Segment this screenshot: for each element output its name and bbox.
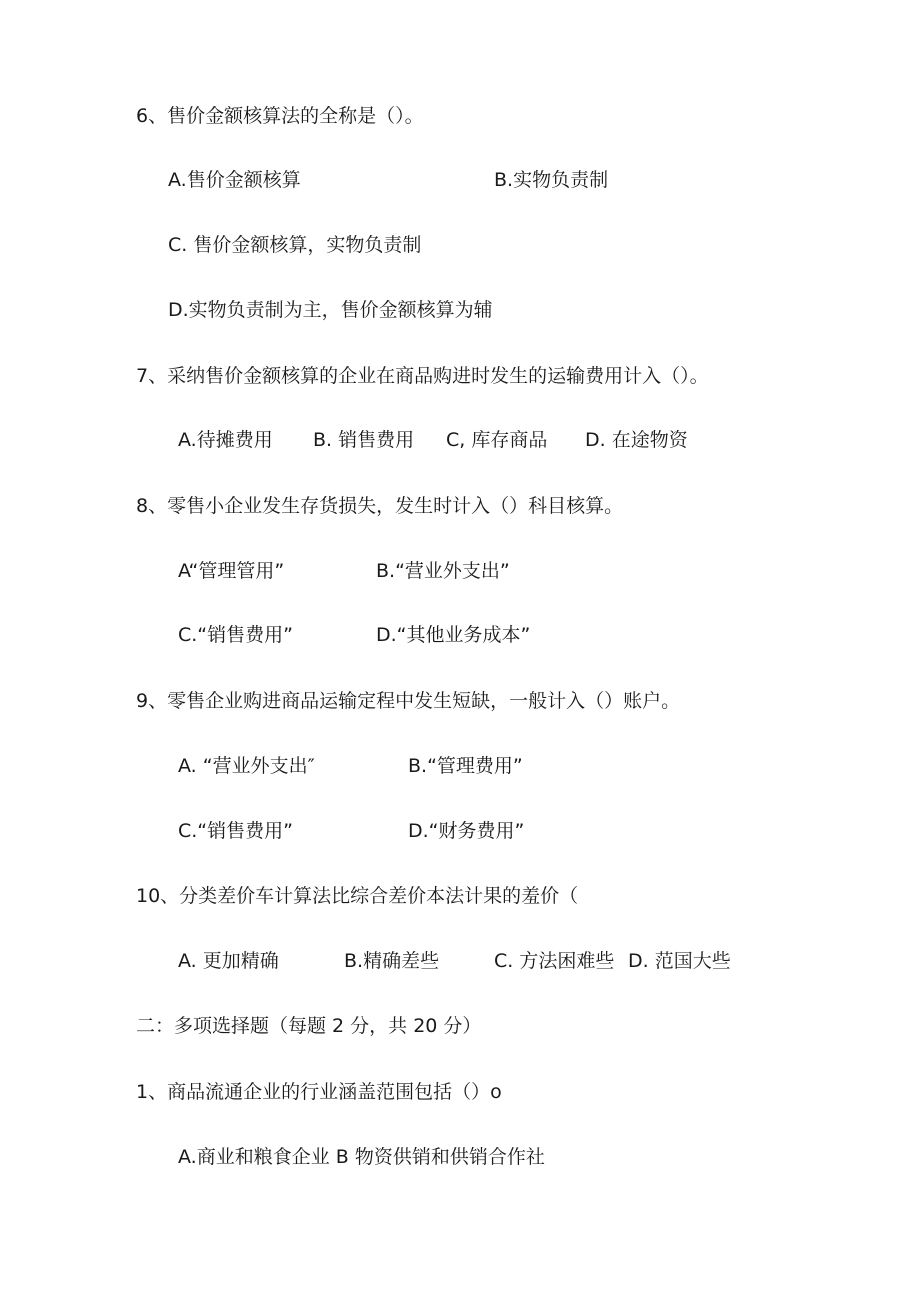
section-2-question-1-text: 1、商品流通企业的行业涵盖范围包括（）o	[136, 1081, 502, 1103]
section-2-heading: 二：多项选择题（每题 2 分，共 20 分）	[136, 1015, 482, 1037]
question-10-option-a: A. 更加精确	[178, 950, 279, 972]
section-2-question-1-options: A.商业和粮食企业 B 物资供销和供销合作社	[178, 1146, 545, 1168]
question-7-option-b: B. 销售费用	[313, 429, 415, 451]
question-10-option-c: C. 方法困难些	[494, 950, 615, 972]
question-8-text: 8、零售小企业发生存货损失，发生时计入（）科目核算。	[136, 495, 624, 517]
question-6-option-a: A.售价金额核算	[168, 169, 301, 191]
question-9-option-c: C.“销售费用”	[178, 820, 293, 842]
question-6-option-b: B.实物负责制	[494, 169, 609, 191]
question-6-option-c: C. 售价金额核算，实物负责制	[168, 234, 422, 256]
question-8-option-d: D.“其他业务成本”	[376, 624, 531, 646]
question-9-option-d: D.“财务费用”	[408, 820, 525, 842]
question-8-option-c: C.“销售费用”	[178, 624, 293, 646]
question-10-option-d: D. 范国大些	[628, 950, 731, 972]
question-7-text: 7、采纳售价金额核算的企业在商品购进时发生的运输费用计入（）。	[136, 365, 709, 387]
question-10-text: 10、分类差价车计算法比综合差价本法计果的羞价（	[136, 885, 579, 907]
question-8-option-b: B.“营业外支出”	[376, 560, 510, 582]
question-7-option-d: D. 在途物资	[585, 429, 688, 451]
question-9-option-b: B.“管理费用”	[408, 755, 523, 777]
question-6-option-d: D.实物负责制为主，售价金额核算为辅	[168, 299, 493, 321]
question-8-option-a: A“管理管用”	[178, 560, 285, 582]
question-6-text: 6、售价金额核算法的全称是（）。	[136, 105, 424, 127]
question-10-option-b: B.精确差些	[344, 950, 440, 972]
question-7-option-c: C, 库存商品	[446, 429, 548, 451]
question-9-text: 9、零售企业购进商品运输定程中发生短缺，一般计入（）账户。	[136, 690, 681, 712]
question-7-option-a: A.待摊费用	[178, 429, 273, 451]
question-9-option-a: A. “营业外支出″	[178, 755, 315, 777]
